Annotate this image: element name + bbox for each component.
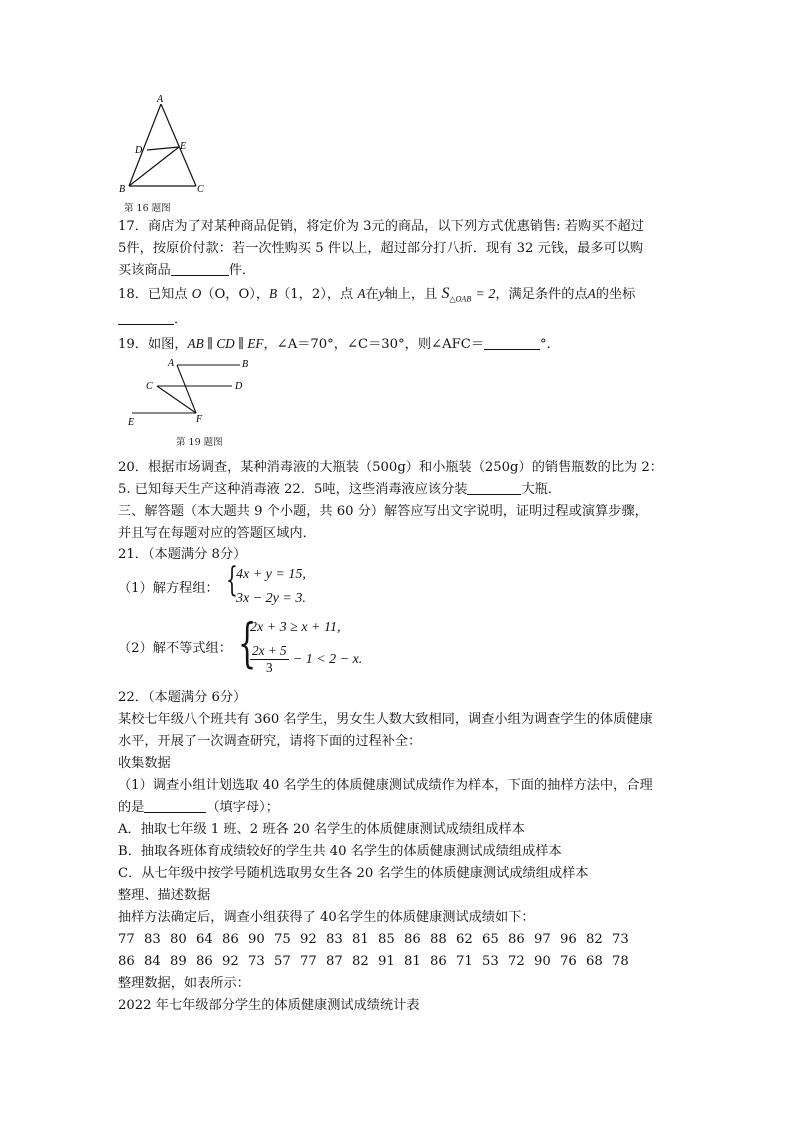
label-c: C <box>197 184 204 195</box>
score: 84 <box>144 954 161 969</box>
score: 81 <box>352 932 369 947</box>
score: 86 <box>430 954 447 969</box>
q22-answer-blank[interactable] <box>144 799 206 813</box>
q22-header: 22．（本题满分 6分） <box>118 690 247 705</box>
q22-step1-line2 <box>118 799 279 816</box>
q18-prefix: 18．已知点 <box>118 287 188 302</box>
label-e: E <box>128 417 135 428</box>
q18-o-coord: （O，O） <box>201 287 256 302</box>
q19-angles: ，∠A＝70°，∠C＝30°，则∠AFC＝ <box>263 337 485 352</box>
q22-scores-row2 <box>118 953 638 970</box>
q21-header: 21．（本题满分 8分） <box>118 547 247 562</box>
q18-suffix: ，满足条件的点 <box>495 287 588 302</box>
score: 86 <box>222 932 239 947</box>
q17-answer-blank[interactable] <box>171 262 229 276</box>
q17-line1: 17．商店为了对某种商品促销，将定价为 3元的商品，以下列方式优惠销售: 若购买不超过 <box>118 219 644 234</box>
figure-19 <box>124 354 264 446</box>
q21-part2-brace: { <box>238 614 257 674</box>
q20-line2-pre: 5. 已知每天生产这种消毒液 22．5吨，这些消毒液应该分装 <box>118 482 468 497</box>
score: 73 <box>248 954 265 969</box>
q17-line2: 5件，按原价付款：若一次性购买 5 件以上，超过部分打八折．现有 32 元钱，最多可以购 <box>118 241 644 256</box>
score: 89 <box>170 954 187 969</box>
section3-line2: 并且写在每题对应的答题区域内． <box>118 526 316 541</box>
score: 65 <box>482 932 499 947</box>
score: 86 <box>118 954 135 969</box>
q18-end: ． <box>174 312 188 327</box>
score: 83 <box>326 932 343 947</box>
q21-part1-eq1: 4x + y = 15, <box>236 567 306 582</box>
score: 86 <box>404 932 421 947</box>
label-b: B <box>242 359 249 370</box>
q18-b-coord: （1，2），点 <box>277 287 354 302</box>
score: 77 <box>300 954 317 969</box>
q22-step1-line1: （1）调查小组计划选取 40 名学生的体质健康测试成绩作为样本，下面的抽样方法中，合理 <box>118 778 653 793</box>
label-d: D <box>135 145 143 156</box>
score: 92 <box>300 932 317 947</box>
q18-answer-blank[interactable] <box>118 311 174 325</box>
score: 83 <box>144 932 161 947</box>
label-a: A <box>168 358 175 369</box>
score: 77 <box>118 932 135 947</box>
q22-option-a: A．抽取七年级 1 班、2 班各 20 名学生的体质健康测试成绩组成样本 <box>118 822 525 837</box>
q18-axis: 轴上，且 <box>384 287 438 302</box>
q22-intro1: 某校七年级八个班共有 360 名学生，男女生人数大致相同，调查小组为调查学生的体质健康 <box>118 712 653 727</box>
label-e: E <box>180 141 187 152</box>
q18-area-sub: △OAB <box>449 294 472 304</box>
q18-on: 在 <box>365 287 379 302</box>
q21-part2-numerator: 2x + 5 <box>252 643 287 658</box>
q21-part1-label: （1）解方程组： <box>118 581 219 596</box>
score: 90 <box>534 954 551 969</box>
q21-part2-denominator: 3 <box>265 660 273 675</box>
q18-area-eq: = 2 <box>475 287 496 302</box>
triangle-diagram <box>112 92 222 214</box>
q18-point-a2: A <box>587 286 596 301</box>
q21-part2-fraction <box>250 643 289 676</box>
score: 57 <box>274 954 291 969</box>
score: 53 <box>482 954 499 969</box>
q18-tail: 的坐标 <box>595 287 636 302</box>
score: 82 <box>586 932 603 947</box>
q18-line2 <box>118 311 187 328</box>
score: 92 <box>222 954 239 969</box>
score: 75 <box>274 932 291 947</box>
figure-16-caption: 第 16 题图 <box>124 203 171 214</box>
q22-option-c: C．从七年级中按学号随机选取男女生各 20 名学生的体质健康测试成绩组成样本 <box>118 866 589 881</box>
score: 62 <box>456 932 473 947</box>
q20-line2 <box>118 481 561 498</box>
score: 88 <box>430 932 447 947</box>
q20-answer-blank[interactable] <box>467 481 521 495</box>
q22-table-intro: 整理数据，如表所示： <box>118 976 250 991</box>
score: 72 <box>508 954 525 969</box>
q19-parallel: AB ∥ CD ∥ EF <box>187 336 264 351</box>
score: 76 <box>560 954 577 969</box>
score: 80 <box>170 932 187 947</box>
parallel-lines-diagram <box>124 354 264 446</box>
label-b: B <box>119 184 126 195</box>
q22-organize-heading: 整理、描述数据 <box>118 888 211 903</box>
q19-end: °． <box>540 337 560 352</box>
score: 87 <box>326 954 343 969</box>
q18-y: y <box>378 286 385 301</box>
q20-line1: 20．根据市场调查，某种消毒液的大瓶装（500g）和小瓶装（250g）的销售瓶数的比为 2： <box>118 460 663 475</box>
q19-line <box>118 335 560 353</box>
q21-part1-brace: { <box>226 560 238 600</box>
score: 81 <box>404 954 421 969</box>
q21-part2-rest: − 1 < 2 − x. <box>292 652 363 667</box>
q17-line3-post: 件． <box>228 263 256 278</box>
score: 85 <box>378 932 395 947</box>
q18-point-b: B <box>269 286 278 301</box>
q19-answer-blank[interactable] <box>484 336 540 350</box>
q20-line2-post: 大瓶． <box>521 482 562 497</box>
q19-prefix: 19．如图， <box>118 337 188 352</box>
q21-part2-eq2 <box>250 643 362 676</box>
label-c: C <box>146 381 153 392</box>
q18-point-a: A <box>357 286 366 301</box>
q21-part2-eq1: 2x + 3 ≥ x + 11, <box>250 620 341 635</box>
q18-point-o: O <box>191 286 202 301</box>
score: 97 <box>534 932 551 947</box>
score: 90 <box>248 932 265 947</box>
q18-area-s: S <box>441 285 450 302</box>
score: 82 <box>352 954 369 969</box>
label-a: A <box>157 94 164 105</box>
score: 78 <box>612 954 629 969</box>
label-f: F <box>196 414 203 425</box>
q22-step1-pre: 的是 <box>118 800 145 815</box>
score: 86 <box>196 954 213 969</box>
score: 86 <box>508 932 525 947</box>
q22-collect-heading: 收集数据 <box>118 756 171 771</box>
figure-16 <box>112 92 222 214</box>
score: 73 <box>612 932 629 947</box>
section3-line1: 三、解答题（本大题共 9 个小题，共 60 分）解答应写出文字说明，证明过程或演算步骤， <box>118 504 648 519</box>
q21-part1-eq2: 3x − 2y = 3. <box>236 591 306 606</box>
score: 91 <box>378 954 395 969</box>
score: 64 <box>196 932 213 947</box>
q18-line1: 18．已知点 O（O，O），B（1，2），点 A在y轴上，且 $S_{\triangle OAB} = 2$，满足条件的点A的坐标 <box>118 285 636 304</box>
q17-line3-pre: 买该商品 <box>118 263 171 278</box>
q17-line3 <box>118 262 255 279</box>
score: 96 <box>560 932 577 947</box>
q22-after-text: 抽样方法确定后，调查小组获得了 40名学生的体质健康测试成绩如下： <box>118 910 535 925</box>
q22-scores-row1 <box>118 931 638 948</box>
score: 68 <box>586 954 603 969</box>
figure-19-caption: 第 19 题图 <box>176 437 223 448</box>
score: 71 <box>456 954 473 969</box>
q22-table-title: 2022 年七年级部分学生的体质健康测试成绩统计表 <box>118 998 420 1013</box>
q22-step1-post: （填字母）； <box>206 800 279 815</box>
q21-part2-label: （2）解不等式组： <box>118 641 232 656</box>
label-d: D <box>235 381 243 392</box>
q22-option-b: B．抽取各班体育成绩较好的学生共 40 名学生的体质健康测试成绩组成样本 <box>118 844 562 859</box>
q22-intro2: 水平，开展了一次调查研究，请将下面的过程补全： <box>118 734 422 749</box>
